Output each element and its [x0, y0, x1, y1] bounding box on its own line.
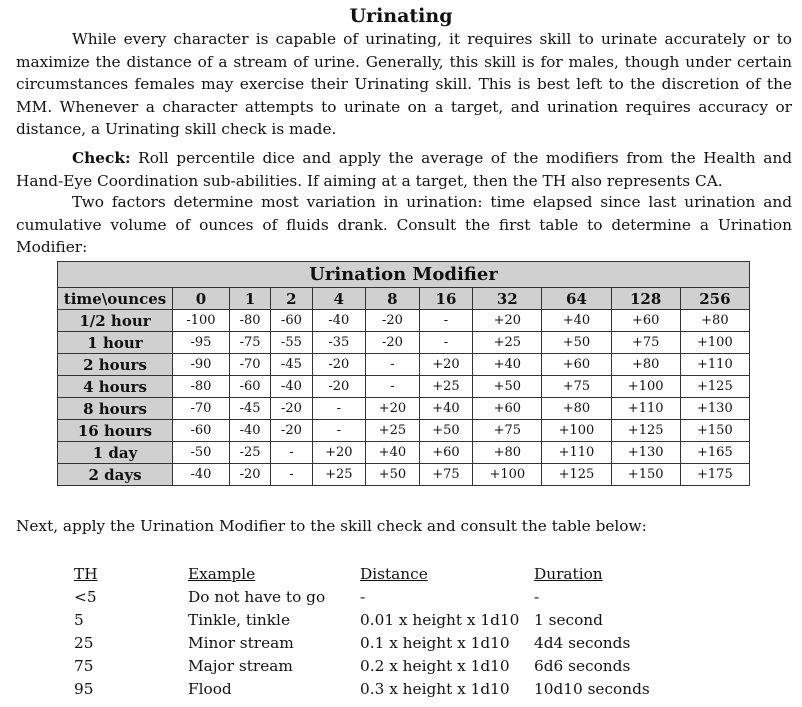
table-caption: Urination Modifier: [58, 262, 750, 288]
modifier-cell: -40: [229, 420, 270, 442]
corner-header: time\ounces: [58, 288, 173, 310]
example-value: Major stream: [188, 657, 293, 675]
row-header: 1 day: [58, 442, 173, 464]
modifier-cell: -: [312, 420, 366, 442]
row-header: 16 hours: [58, 420, 173, 442]
column-header: 1: [229, 288, 270, 310]
modifier-cell: -50: [173, 442, 230, 464]
section-title: Urinating: [349, 5, 453, 27]
modifier-cell: +100: [611, 376, 680, 398]
th-header: TH: [74, 565, 98, 583]
modifier-cell: +40: [473, 354, 542, 376]
modifier-cell: -: [366, 376, 420, 398]
modifier-cell: +100: [542, 420, 611, 442]
modifier-cell: +110: [680, 354, 749, 376]
modifier-cell: -20: [366, 332, 420, 354]
modifier-cell: +75: [611, 332, 680, 354]
modifier-cell: +40: [419, 398, 473, 420]
modifier-cell: +80: [473, 442, 542, 464]
modifier-cell: -100: [173, 310, 230, 332]
distance-value: -: [360, 588, 366, 606]
modifier-cell: +50: [473, 376, 542, 398]
modifier-cell: +75: [419, 464, 473, 486]
modifier-cell: +100: [473, 464, 542, 486]
modifier-cell: -20: [271, 398, 312, 420]
modifier-cell: +110: [611, 398, 680, 420]
modifier-cell: -: [366, 354, 420, 376]
modifier-cell: -70: [229, 354, 270, 376]
modifier-cell: +20: [473, 310, 542, 332]
modifier-cell: +80: [611, 354, 680, 376]
modifier-cell: -40: [271, 376, 312, 398]
table-row: [58, 332, 750, 354]
next-instruction: Next, apply the Urination Modifier to the skill check and consult the table below:: [16, 517, 647, 535]
table-row: [58, 442, 750, 464]
column-header: 16: [419, 288, 473, 310]
modifier-cell: +130: [680, 398, 749, 420]
modifier-cell: -35: [312, 332, 366, 354]
modifier-cell: +50: [542, 332, 611, 354]
table-body: [58, 310, 750, 486]
modifier-cell: -75: [229, 332, 270, 354]
table-row: [58, 464, 750, 486]
modifier-cell: +25: [312, 464, 366, 486]
modifier-cell: +175: [680, 464, 749, 486]
modifier-cell: +50: [419, 420, 473, 442]
modifier-cell: -45: [229, 398, 270, 420]
modifier-cell: +25: [366, 420, 420, 442]
column-header: 64: [542, 288, 611, 310]
urination-modifier-table: [57, 261, 750, 486]
modifier-cell: +110: [542, 442, 611, 464]
modifier-cell: +25: [419, 376, 473, 398]
table-row: [58, 310, 750, 332]
modifier-cell: +125: [611, 420, 680, 442]
modifier-cell: -: [419, 332, 473, 354]
duration-header: Duration: [534, 565, 603, 583]
distance-value: 0.01 x height x 1d10: [360, 611, 520, 629]
modifier-cell: -45: [271, 354, 312, 376]
duration-value: 1 second: [534, 611, 603, 629]
distance-value: 0.3 x height x 1d10: [360, 680, 510, 698]
modifier-cell: -90: [173, 354, 230, 376]
th-value: 95: [74, 680, 94, 698]
distance-value: 0.1 x height x 1d10: [360, 634, 510, 652]
distance-value: 0.2 x height x 1d10: [360, 657, 510, 675]
table-row: [58, 420, 750, 442]
modifier-cell: -: [271, 442, 312, 464]
factors-paragraph: Two factors determine most variation in urination: time elapsed since last urination and cumulative volume of ounces of fluids drank. Consult the first table to determine a Urination Modifier:: [16, 193, 792, 257]
th-value: 75: [74, 657, 94, 675]
modifier-cell: +60: [419, 442, 473, 464]
example-value: Tinkle, tinkle: [188, 611, 290, 629]
modifier-cell: +20: [419, 354, 473, 376]
modifier-cell: +40: [366, 442, 420, 464]
modifier-cell: -95: [173, 332, 230, 354]
modifier-cell: +60: [611, 310, 680, 332]
modifier-cell: -80: [229, 310, 270, 332]
modifier-cell: +150: [611, 464, 680, 486]
modifier-cell: +40: [542, 310, 611, 332]
modifier-cell: +50: [366, 464, 420, 486]
modifier-cell: -: [271, 464, 312, 486]
modifier-cell: +80: [542, 398, 611, 420]
duration-value: 10d10 seconds: [534, 680, 650, 698]
column-header: 4: [312, 288, 366, 310]
check-text: Roll percentile dice and apply the average of the modifiers from the Health and Hand-Eye Coordination sub-abilities. If aiming at a target, then the TH also represents CA.: [16, 149, 792, 190]
modifier-cell: -20: [366, 310, 420, 332]
th-value: 5: [74, 611, 84, 629]
modifier-cell: +80: [680, 310, 749, 332]
modifier-cell: +20: [366, 398, 420, 420]
modifier-cell: -: [312, 398, 366, 420]
modifier-cell: +165: [680, 442, 749, 464]
table-header-row: [58, 288, 750, 310]
modifier-cell: -: [419, 310, 473, 332]
column-header: 32: [473, 288, 542, 310]
modifier-cell: -60: [173, 420, 230, 442]
modifier-cell: -40: [173, 464, 230, 486]
modifier-cell: -20: [229, 464, 270, 486]
distance-header: Distance: [360, 565, 428, 583]
row-header: 2 hours: [58, 354, 173, 376]
example-value: Minor stream: [188, 634, 294, 652]
example-value: Flood: [188, 680, 232, 698]
table-row: [58, 376, 750, 398]
duration-value: -: [534, 588, 540, 606]
modifier-cell: -20: [271, 420, 312, 442]
example-value: Do not have to go: [188, 588, 326, 606]
column-header: 0: [173, 288, 230, 310]
th-value: 25: [74, 634, 94, 652]
column-header: 128: [611, 288, 680, 310]
modifier-cell: +75: [542, 376, 611, 398]
row-header: 1/2 hour: [58, 310, 173, 332]
th-value: <5: [74, 588, 97, 606]
table-row: [58, 354, 750, 376]
column-header: 8: [366, 288, 420, 310]
column-header: 256: [680, 288, 749, 310]
modifier-cell: +20: [312, 442, 366, 464]
modifier-cell: -70: [173, 398, 230, 420]
row-header: 4 hours: [58, 376, 173, 398]
modifier-cell: +100: [680, 332, 749, 354]
check-paragraph: [16, 147, 792, 192]
duration-value: 6d6 seconds: [534, 657, 631, 675]
intro-paragraph: While every character is capable of urinating, it requires skill to urinate accurately or to maximize the distance of a stream of urine. Generally, this skill is for males, though under certain circumstances females may exercise their Urinating skill. This is best left to the discretion of the MM. Whenever a character attempts to urinate on a target, and urination requires accuracy or distance, a Urinating skill check is made.: [16, 30, 792, 139]
duration-value: 4d4 seconds: [534, 634, 631, 652]
modifier-cell: -40: [312, 310, 366, 332]
modifier-cell: -25: [229, 442, 270, 464]
row-header: 1 hour: [58, 332, 173, 354]
modifier-cell: +60: [473, 398, 542, 420]
modifier-cell: -20: [312, 354, 366, 376]
modifier-cell: +25: [473, 332, 542, 354]
row-header: 2 days: [58, 464, 173, 486]
modifier-cell: +125: [542, 464, 611, 486]
modifier-cell: +60: [542, 354, 611, 376]
table-row: [58, 398, 750, 420]
row-header: 8 hours: [58, 398, 173, 420]
modifier-cell: +150: [680, 420, 749, 442]
modifier-cell: +125: [680, 376, 749, 398]
modifier-cell: -20: [312, 376, 366, 398]
modifier-cell: +75: [473, 420, 542, 442]
modifier-cell: -55: [271, 332, 312, 354]
modifier-cell: -60: [229, 376, 270, 398]
modifier-cell: +130: [611, 442, 680, 464]
modifier-cell: -60: [271, 310, 312, 332]
example-header: Example: [188, 565, 256, 583]
column-header: 2: [271, 288, 312, 310]
check-label: Check:: [72, 149, 131, 167]
modifier-cell: -80: [173, 376, 230, 398]
